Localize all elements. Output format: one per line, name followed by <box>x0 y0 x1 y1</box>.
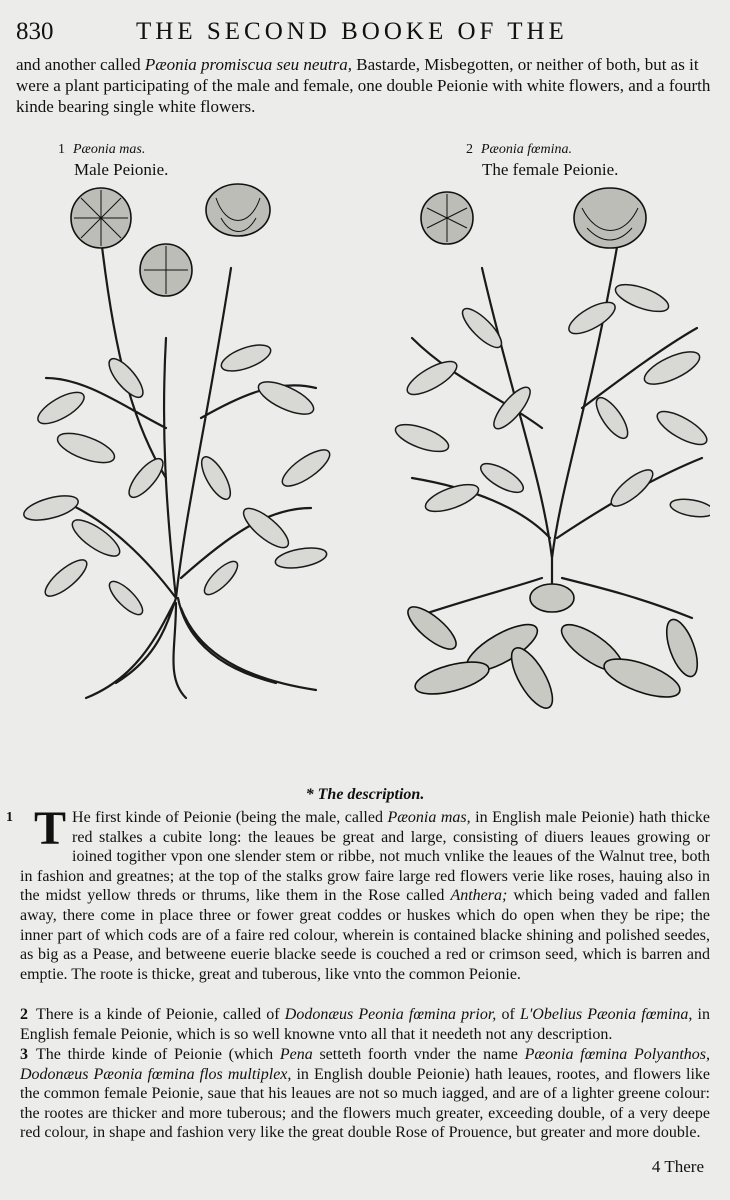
paragraph-number: 3 <box>20 1046 28 1063</box>
figure-caption-male <box>58 138 168 180</box>
figure-number: 1 <box>58 142 65 157</box>
description-paragraph-3: 3 The thirde kinde of Peionie (which Pena setteth foorth vnder the name Pæonia fœmina Polyanthos, Dodonæus Pæonia fœmina flos multiplex, in English double Peionie) hath leaues, rootes, and flowers like the common female Peionie, saue that his leaues are not so much iagged, and are of a lighter greene colour: the rootes are thicker and more tuberous; and the flowers much greater, exceeding double, of a very deepe red colour, in shape and fashion very like the great double Rose of Prouence, but greater and more double. <box>20 1046 711 1142</box>
page-header <box>16 18 716 48</box>
male-peony-woodcut-illustration <box>16 178 334 708</box>
page-number: 830 <box>16 18 54 45</box>
paragraph-number: 1 <box>6 810 13 825</box>
section-title: * The description. <box>305 786 425 803</box>
intro-text: and another called Pæonia promiscua seu neutra, Bastarde, Misbegotten, or neither of both, but as it were a plant participating of the male and female, one double Peionie with white flowers, and a fourth kinde bearing single white flowers. <box>16 55 711 116</box>
female-peony-woodcut-illustration <box>392 178 710 738</box>
figure-english-name: Male Peionie. <box>74 160 169 179</box>
figure-caption-female <box>466 138 618 180</box>
catchword: 4 There <box>651 1157 704 1176</box>
figure-number: 2 <box>466 142 473 157</box>
figure-latin-name: Pæonia mas. <box>73 142 146 157</box>
description-paragraph-2: 2 There is a kinde of Peionie, called of Dodonæus Peonia fœmina prior, of L'Obelius Pæonia fœmina, in English female Peionie, which is so well knowne vnto all that it needeth not any description. <box>20 1006 710 1043</box>
running-head: THE SECOND BOOKE OF THE <box>136 18 568 45</box>
paragraph-number: 2 <box>20 1006 28 1023</box>
figure-english-name: The female Peionie. <box>482 160 619 179</box>
figure-latin-name: Pæonia fœmina. <box>481 142 573 157</box>
drop-cap: T <box>34 802 67 855</box>
description-paragraph-1: T He first kinde of Peionie (being the male, called Pæonia mas, in English male Peionie) hath thicke red stalkes a cubite long: the leaues be great and large, consisting of diuers leaues growing or ioined togither vpon one slender stem or ribbe, not much vnlike the leaues of the Walnut tree, both in fashion and greatnes; at the top of the stalks grow faire large red flowers verie like roses, hauing also in the midst yellow threds or thrums, like them in the Rose called Anthera; which being vaded and fallen away, there come in place three or fower great coddes or huskes which do open when they be ripe; the inner part of which cods are of a faire red colour, wherein is contained blacke shining and polished seedes, as big as a Pease, and betweene euerie blacke seede is couched a red or crimson seed, which is barren and emptie. The roote is thicke, great and tuberous, like vnto the common Peionie. <box>20 802 711 983</box>
